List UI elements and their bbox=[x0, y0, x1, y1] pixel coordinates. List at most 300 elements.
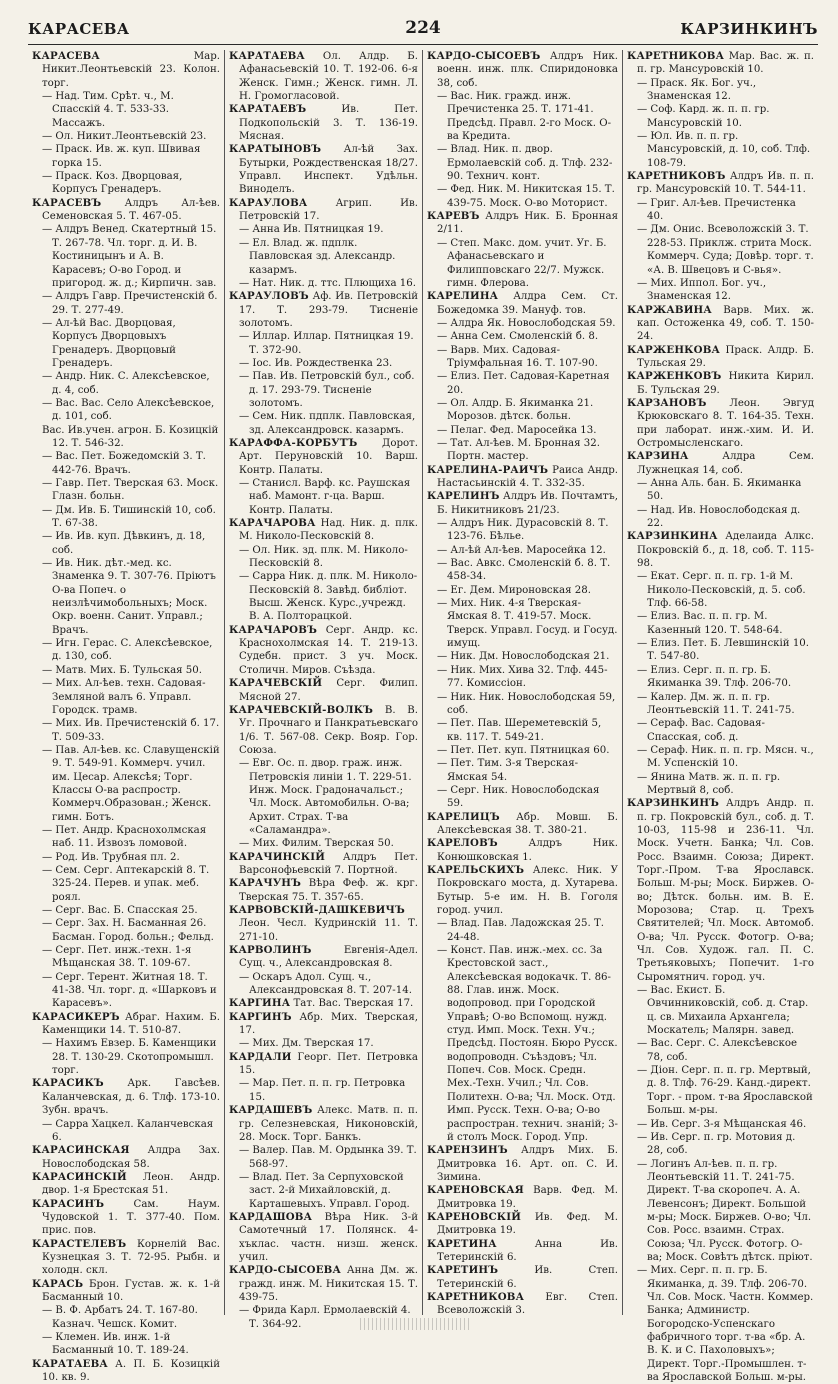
directory-sub-entry bbox=[627, 1264, 814, 1384]
directory-sub-entry bbox=[427, 597, 618, 650]
entry-text: — Пав. Ал-ѣев. кс. Славущенскій 9. Т. 549-91. Коммерч. учил. им. Цесар. Алексѣя; Торг. Классы О-ва распростр. Коммерч.Образован.; Женск. гимн. Ботъ. bbox=[42, 744, 220, 823]
entry-text: — Род. Ив. Трубная пл. 2. bbox=[42, 851, 180, 863]
directory-entry bbox=[229, 677, 418, 704]
directory-entry bbox=[627, 370, 814, 397]
entry-text: Абр. Мих. Тверская, 17. bbox=[239, 1011, 418, 1037]
entry-text: — Ол. Никит.Леонтьевскій 23. bbox=[42, 131, 207, 143]
entry-surname: КАРАСИНЪ bbox=[32, 1197, 105, 1210]
entry-text: Абраг. Нахим. Б. Каменщики 14. Т. 510-87. bbox=[42, 1011, 220, 1037]
entry-surname: КАРАСИКЪ bbox=[32, 1077, 104, 1090]
directory-sub-entry bbox=[427, 544, 618, 557]
directory-sub-entry bbox=[32, 824, 220, 851]
directory-entry bbox=[229, 517, 418, 544]
entry-text: Леон. Эвгуд Крюковскаго 8. Т. 164-35. Техн. при лаборат. инж.-хим. И. И. Остромысленскаго. bbox=[637, 397, 814, 449]
directory-sub-entry bbox=[427, 784, 618, 811]
entry-surname: КАРЗИНА bbox=[627, 450, 689, 463]
entry-text: — Соф. Кард. ж. п. п. гр. Мансуровскій 10. bbox=[637, 104, 770, 129]
directory-sub-entry bbox=[627, 223, 814, 276]
entry-text: Алдра Сем. Ст. Божедомка 39. Мануф. тов. bbox=[437, 291, 618, 316]
directory-columns bbox=[28, 50, 818, 1384]
entry-text: — Вас. Авкс. Смоленскій б. 8. Т. 458-34. bbox=[437, 558, 611, 583]
entry-text: — Пет. Пет. куп. Пятницкая 60. bbox=[437, 744, 610, 756]
directory-sub-entry bbox=[427, 650, 618, 663]
entry-surname: КАРЕТНИКОВА bbox=[627, 50, 725, 62]
directory-sub-entry bbox=[32, 1331, 220, 1358]
entry-surname: КАРЕЛИНЪ bbox=[427, 490, 500, 503]
directory-sub-entry bbox=[427, 397, 618, 424]
directory-sub-entry bbox=[627, 1158, 814, 1265]
entry-text: Алдръ Пет. Варсонофьевскій 7. Портной. bbox=[239, 851, 418, 876]
entry-surname: КАРЕЛИНА-РАИЧЪ bbox=[427, 463, 549, 476]
directory-sub-entry bbox=[427, 691, 618, 718]
entry-surname: КАРЕЛЬСКИХЪ bbox=[427, 863, 525, 876]
directory-entry bbox=[427, 1184, 618, 1211]
entry-text: — Влад. Пет. За Серпуховской заст. 2-й Михайловскій, д. Карташевыхъ. Управл. Город. bbox=[239, 1171, 410, 1210]
entry-text: Ив. Фед. М. Дмитровка 19. bbox=[437, 1211, 618, 1237]
entry-text: — В. Ф. Арбатъ 24. Т. 167-80. Казнач. Чешск. Комит. bbox=[42, 1305, 198, 1330]
directory-entry bbox=[627, 50, 814, 77]
entry-text: — Анна Ив. Пятницкая 19. bbox=[239, 224, 384, 236]
directory-sub-entry bbox=[427, 330, 618, 343]
entry-text: — Праск. Як. Бог. уч., Знаменская 12. bbox=[637, 77, 757, 103]
directory-sub-entry bbox=[427, 424, 618, 437]
entry-text: — Евг. Ос. п. двор. граж. инж. Петровскія линіи 1. Т. 229-51. Инж. Моск. Градоначальст.; Чл. Моск. Автомобильн. О-ва; Архит. Страх. Т-ва «Саламандра». bbox=[239, 758, 412, 836]
entry-surname: КАРАФФА-КОРБУТЪ bbox=[229, 436, 358, 449]
directory-entry bbox=[229, 437, 418, 477]
entry-text: — Юл. Ив. п. п. гр. Мансуровскій, д. 10, соб. Тлф. 108-79. bbox=[637, 131, 811, 169]
directory-sub-entry bbox=[427, 944, 618, 1144]
directory-sub-entry bbox=[627, 717, 814, 744]
entry-surname: КАРАЧИНСКІЙ bbox=[229, 850, 326, 863]
directory-sub-entry bbox=[627, 103, 814, 130]
directory-entry bbox=[627, 797, 814, 984]
entry-text: — Серг. Зах. Н. Басманная 26. Басман. Город. больн.; Фельд. bbox=[42, 918, 214, 943]
entry-text: Праск. Алдр. Б. Тульская 29. bbox=[637, 344, 814, 369]
directory-sub-entry bbox=[32, 677, 220, 717]
directory-sub-entry bbox=[427, 317, 618, 330]
entry-text: Алдръ Андр. п. п. гр. Покровскій бул., соб. д. Т. 10-03, 115-98 и 236-11. Чл. Моск. Учетн. Банка; Чл. Сов. Росс. Взаимн. Союза; Директ. Торг.-Пром. Т-ва Ярославск. Больш. М-ры; Моск. Биржев. О-во; Дѣтск. больн. им. В. Е. Морозова; Стар. ц. Трехъ Святителей; Чл. Моск. Автомоб. О-ва; Чл. Русск. Фотогр. О-ва; Чл. Сов. Худож. гал. П. С. Третьяковыхъ; Попечит. 1-го Сыромятнич. город. уч. bbox=[637, 798, 814, 983]
entry-text: — Діон. Серг. п. п. гр. Мертвый, д. 8. Тлф. 76-29. Канд.-директ. Торг. - пром. т-ва Ярославской Больш. м-ры. bbox=[637, 1065, 813, 1117]
entry-surname: КАРАУЛОВЪ bbox=[229, 290, 309, 303]
directory-entry bbox=[229, 904, 418, 944]
directory-sub-entry bbox=[627, 984, 814, 1037]
entry-text: — Оскаръ Адол. Сущ. ч., Александровская 8. Т. 207-14. bbox=[239, 971, 412, 997]
entry-surname: КАРАЧЕВСКІЙ bbox=[229, 677, 323, 690]
directory-sub-entry bbox=[32, 944, 220, 971]
entry-text: — Андр. Ник. С. Алексѣевское, д. 4, соб. bbox=[42, 371, 210, 396]
entry-text: — Анна Сем. Смоленскій б. 8. bbox=[437, 331, 599, 343]
directory-entry bbox=[427, 811, 618, 838]
entry-text: Дорот. Арт. Перуновскій 10. Варш. Контр. Палаты. bbox=[239, 437, 418, 476]
entry-surname: КАРГИНА bbox=[229, 997, 291, 1010]
entry-text: — Вас. Екист. Б. Овчинниковскій, соб. д. Стар. ц. св. Михаила Архангела; Москатель; Малярн. завед. bbox=[637, 985, 809, 1037]
entry-text: — Вас. Ник. гражд. инж. Пречистенка 25. Т. 171-41. Предсѣд. Правл. 2-го Моск. О-ва Кредита. bbox=[437, 91, 612, 143]
entry-text: Мар. Никит.Леонтьевскій 23. Колон. торг. bbox=[42, 51, 220, 89]
directory-sub-entry bbox=[32, 557, 220, 637]
entry-text: Корнелій Вас. Кузнецкая 3. Т. 72-95. Рыбн. и холодн. скл. bbox=[42, 1238, 220, 1277]
entry-surname: КАРЕТИНА bbox=[427, 1237, 497, 1250]
directory-entry bbox=[229, 851, 418, 878]
header-rule bbox=[28, 44, 818, 45]
directory-sub-entry bbox=[627, 477, 814, 504]
entry-text: Тат. Вас. Тверская 17. bbox=[293, 998, 414, 1010]
header-right-guide-word: КАРЗИНКИНЪ bbox=[680, 20, 818, 38]
directory-entry bbox=[627, 304, 814, 344]
directory-sub-entry bbox=[627, 197, 814, 224]
directory-entry bbox=[229, 290, 418, 330]
entry-text: Ол. Алдр. Б. Афанасьевскій 10. Т. 192-06. 6-я Женск. Гимн.; Женск. гимн. Л. Н. Громогласовой. bbox=[239, 51, 418, 103]
entry-text: — Конст. Пав. инж.-мех. сс. За Крестовской заст., Алексѣевская водокачк. Т. 86-88. Глав. инж. Моск. водопровод. при Городской Управѣ; О-во Вспомощ. нужд. студ. Имп. Моск. Техн. Уч.; Предсѣд. Постоян. Бюро Русск. водопроводн. Съѣздовъ; Чл. Попеч. Сов. Моск. Средн. Мех.-Техн. Учил.; Чл. Сов. Политехн. О-ва; Чл. Моск. Отд. Имп. Русск. Техн. О-ва; О-во распростран. технич. знаній; 3-й столъ Моск. Город. Упр. bbox=[437, 945, 619, 1143]
entry-surname: КАРЖЕНКОВЪ bbox=[627, 370, 722, 383]
directory-sub-entry bbox=[627, 664, 814, 691]
directory-entry bbox=[229, 1051, 418, 1078]
directory-entry bbox=[427, 1238, 618, 1265]
entry-text: — Ол. Алдр. Б. Якиманка 21. Морозов. дѣтск. больн. bbox=[437, 397, 594, 423]
entry-text: Агрип. Ив. Петровскій 17. bbox=[239, 197, 418, 223]
entry-text: — Валер. Пав. М. Ордынка 39. Т. 568-97. bbox=[239, 1145, 417, 1170]
entry-text: — Ал-ѣй Вас. Дворцовая, Корпусъ Дворцовыхъ Гренадеръ. Дворцовый Гренадеръ. bbox=[42, 317, 176, 369]
directory-entry bbox=[32, 1011, 220, 1038]
directory-entry bbox=[229, 877, 418, 904]
directory-entry bbox=[427, 1211, 618, 1238]
directory-entry bbox=[427, 50, 618, 90]
entry-text: — Нат. Ник. д. ттс. Плющиха 16. bbox=[239, 277, 416, 289]
entry-text: — Сераф. Вас. Садовая-Спасская, соб. д. bbox=[637, 718, 765, 743]
directory-sub-entry bbox=[32, 317, 220, 370]
entry-text: Мар. Вас. ж. п. п. гр. Мансуровскій 10. bbox=[637, 51, 815, 76]
directory-sub-entry bbox=[32, 130, 220, 143]
entry-text: — Влад. Ник. п. двор. Ермолаевскій соб. д. Тлф. 232-90. Технич. конт. bbox=[437, 144, 613, 183]
entry-text: — Калер. Дм. ж. п. п. гр. Леонтьевскій 11. Т. 241-75. bbox=[637, 691, 795, 716]
entry-text: — Елиз. Вас. п. п. гр. М. Казенный 120. Т. 548-64. bbox=[637, 611, 783, 636]
entry-surname: КАРАЧАРОВА bbox=[229, 517, 316, 530]
entry-text: Георг. Пет. Петровка 15. bbox=[239, 1051, 418, 1077]
entry-text: — Вас. Вас. Село Алексѣевское, д. 101, соб. bbox=[42, 397, 215, 423]
entry-text: Никита Кирил. Б. Тульская 29. bbox=[637, 371, 814, 396]
directory-sub-entry bbox=[229, 410, 418, 437]
directory-sub-entry bbox=[229, 1144, 418, 1171]
page-header bbox=[28, 18, 818, 44]
entry-text: — Ал-ѣй Ал-ѣев. Маросейка 12. bbox=[437, 544, 606, 556]
directory-entry bbox=[627, 344, 814, 371]
directory-entry bbox=[229, 1211, 418, 1264]
directory-sub-entry bbox=[32, 851, 220, 864]
directory-sub-entry bbox=[229, 477, 418, 517]
directory-sub-entry bbox=[627, 504, 814, 531]
entry-text: — Елиз. Пет. Садовая-Каретная 20. bbox=[437, 371, 610, 396]
entry-text: Ив. Пет. Подкопольскій 3. Т. 136-19. Мясная. bbox=[239, 104, 418, 143]
directory-entry bbox=[627, 450, 814, 477]
directory-entry bbox=[32, 197, 220, 224]
entry-text: — Пет. Тим. 3-я Тверская-Ямская 54. bbox=[437, 758, 579, 783]
directory-sub-entry bbox=[229, 570, 418, 623]
directory-entry bbox=[32, 50, 220, 90]
entry-surname: КАРДАШЕВЪ bbox=[229, 1104, 313, 1117]
entry-surname: КАРАТАЕВА bbox=[229, 50, 305, 62]
entry-text: Арк. Гавсѣев. Каланчевская, д. 6. Тлф. 173-10. Зубн. врачъ. bbox=[42, 1078, 220, 1117]
entry-text: — Ив. Серг. 3-я Мѣщанская 46. bbox=[637, 1118, 807, 1130]
directory-sub-entry bbox=[427, 917, 618, 944]
entry-text: Серг. Филип. Мясной 27. bbox=[239, 678, 418, 703]
entry-surname: КАРЗАНОВЪ bbox=[627, 396, 707, 409]
entry-text: — Тат. Ал-ѣев. М. Бронная 32. Портн. мастер. bbox=[437, 437, 600, 463]
directory-entry bbox=[229, 624, 418, 677]
entry-text: — Мих. Иппол. Бог. уч., Знаменская 12. bbox=[637, 277, 767, 303]
directory-entry bbox=[32, 1358, 220, 1384]
directory-entry bbox=[627, 397, 814, 450]
entry-text: — Матв. Мих. Б. Тульская 50. bbox=[42, 664, 203, 676]
directory-sub-entry bbox=[32, 504, 220, 531]
entry-text: — Мих. Дм. Тверская 17. bbox=[239, 1038, 374, 1050]
entry-surname: КАРАТАЕВЪ bbox=[229, 103, 307, 116]
entry-text: — Влад. Пав. Ладожская 25. Т. 24-48. bbox=[437, 918, 605, 943]
directory-entry bbox=[427, 290, 618, 317]
directory-entry bbox=[229, 1104, 418, 1144]
directory-sub-entry bbox=[229, 837, 418, 850]
entry-text: — Пет. Андр. Краснохолмская наб. 11. Извозъ ломовой. bbox=[42, 824, 207, 850]
directory-sub-entry bbox=[627, 771, 814, 798]
directory-sub-entry bbox=[627, 570, 814, 610]
entry-text: А. П. Б. Козицкій 10. кв. 9. bbox=[42, 1358, 220, 1384]
entry-surname: КАРАУЛОВА bbox=[229, 196, 308, 209]
entry-text: — Логинъ Ал-ѣев. п. п. гр. Леонтьевскій 11. Т. 241-75. Директ. Т-ва скоропеч. А. А. Левенсонъ; Директ. Большой м-ры; Моск. Биржев. О-во; Чл. Сов. Росс. взаимн. Страх. Союза; Чл. Русск. Фотогр. О-ва; Моск. Совѣтъ дѣтск. пріют. bbox=[637, 1158, 813, 1263]
directory-sub-entry bbox=[32, 397, 220, 424]
entry-surname: КАРГИНЪ bbox=[229, 1010, 292, 1023]
entry-text: — Мих. Филим. Тверская 50. bbox=[239, 838, 394, 850]
entry-surname: КАРАЧАРОВЪ bbox=[229, 623, 318, 636]
entry-text: — Гавр. Пет. Тверская 63. Моск. Глазн. больн. bbox=[42, 478, 219, 503]
entry-text: — Янина Матв. ж. п. п. гр. Мертвый 8, соб. bbox=[637, 771, 781, 796]
directory-sub-entry bbox=[627, 1037, 814, 1064]
directory-sub-entry bbox=[32, 717, 220, 744]
directory-entry bbox=[427, 837, 618, 864]
entry-text: — Над. Ив. Новослободская д. 22. bbox=[637, 504, 801, 530]
directory-entry bbox=[32, 1171, 220, 1198]
entry-surname: КАРЕТИНЪ bbox=[427, 1264, 499, 1277]
entry-text: — Дм. Ив. Б. Тишинскій 10, соб. Т. 67-38. bbox=[42, 504, 216, 530]
entry-text: — Серг. Ник. Новослободская 59. bbox=[437, 784, 600, 810]
entry-text: — Ел. Влад. ж. пдплк. Павловская зд. Александр. казармъ. bbox=[239, 237, 396, 276]
directory-sub-entry bbox=[229, 757, 418, 837]
entry-surname: КАРАЧЕВСКІЙ-ВОЛКЪ bbox=[229, 703, 374, 716]
entry-text: Брон. Густав. ж. к. 1-й Басманный 10. bbox=[42, 1278, 220, 1303]
entry-text: — Сарра Ник. д. плк. М. Николо-Песковскій 8. Завѣд. библіот. Высш. Женск. Курс.,учрежд. В. А. Полторацкой. bbox=[239, 571, 418, 623]
entry-surname: КАРЕТНИКОВА bbox=[427, 1290, 525, 1303]
entry-text: — Фрида Карл. Ермолаевскій 4. Т. 364-92. bbox=[239, 1305, 411, 1330]
entry-text: Варв. Мих. ж. кап. Остоженка 49, соб. Т. 150-24. bbox=[637, 304, 814, 343]
entry-text: Вѣра Феф. ж. крг. Тверская 75. Т. 357-65. bbox=[239, 878, 418, 903]
directory-sub-entry bbox=[32, 971, 220, 1011]
directory-sub-entry bbox=[229, 237, 418, 277]
entry-surname: КАРЕНЗИНЪ bbox=[427, 1144, 508, 1157]
entry-text: — Ив. Серг. п. гр. Мотовия д. 28, соб. bbox=[637, 1131, 796, 1157]
entry-text: Алдръ Мих. Б. Дмитровка 16. Арт. оп. С. И. Зимина. bbox=[437, 1145, 618, 1183]
entry-surname: КАРДАЛИ bbox=[229, 1050, 292, 1063]
directory-sub-entry bbox=[229, 1171, 418, 1211]
entry-text: Евг. Степ. Всеволожскій 3. bbox=[437, 1291, 618, 1317]
entry-surname: КАРЕЛИНА bbox=[427, 290, 499, 303]
entry-text: — Ник. Ник. Новослободская 59, соб. bbox=[437, 691, 616, 716]
directory-sub-entry bbox=[627, 277, 814, 304]
entry-surname: КАРЕНОВСКАЯ bbox=[427, 1184, 524, 1197]
directory-entry bbox=[32, 1238, 220, 1278]
entry-surname: КАРДО-СЫСОЕВЪ bbox=[427, 50, 541, 62]
directory-sub-entry bbox=[32, 450, 220, 477]
directory-sub-entry bbox=[32, 143, 220, 170]
entry-text: Абр. Мовш. Б. Алексѣевская 38. Т. 380-21. bbox=[437, 811, 618, 836]
directory-sub-entry bbox=[627, 77, 814, 104]
directory-sub-entry bbox=[427, 664, 618, 691]
entry-text: Алекс. Матв. п. п. гр. Селезневская, Никоновскій, 28. Моск. Торг. Банкъ. bbox=[239, 1105, 418, 1143]
directory-sub-entry bbox=[627, 130, 814, 170]
directory-sub-entry bbox=[32, 477, 220, 504]
entry-text: Ив. Степ. Тетеринскій 6. bbox=[437, 1265, 618, 1290]
entry-text: — Над. Тим. Срѣт. ч., М. Спасскій 4. Т. 533-33. Массажъ. bbox=[42, 91, 174, 129]
entry-text: — Праск. Ив. ж. куп. Швивая горка 15. bbox=[42, 144, 201, 169]
directory-sub-entry bbox=[427, 517, 618, 544]
entry-surname: КАРАСИНСКІЙ bbox=[32, 1170, 127, 1183]
entry-text: — Вас. Пет. Божедомскій 3. Т. 442-76. Врачъ. bbox=[42, 451, 206, 476]
column-2 bbox=[224, 50, 422, 1330]
entry-text: — Степ. Макс. дом. учит. Уг. Б. Афанасьевскаго и Филипповскаго 22/7. Мужск. гимн. Флерова. bbox=[437, 237, 607, 289]
entry-text: — Мих. Ал-ѣев. техн. Садовая-Земляной валъ 6. Управл. Городск. трамв. bbox=[42, 678, 206, 716]
entry-text: — Алдръ Гавр. Пречистенскій б. 29. Т. 277-49. bbox=[42, 291, 218, 316]
entry-text: Анна Ив. Тетеринскій 6. bbox=[437, 1238, 618, 1263]
directory-sub-entry bbox=[32, 223, 220, 290]
directory-entry bbox=[627, 530, 814, 570]
entry-text: — Іос. Ив. Рождественка 23. bbox=[239, 357, 393, 369]
header-left-guide-word: КАРАСЕВА bbox=[28, 20, 130, 38]
directory-entry bbox=[229, 704, 418, 757]
directory-sub-entry bbox=[32, 90, 220, 130]
directory-sub-entry bbox=[627, 637, 814, 664]
entry-text: — Дм. Онис. Всеволожскій 3. Т. 228-53. Приклж. стрита Моск. Коммерч. Суда; Довѣр. торг. т. «А. В. Швецовъ и С-вья». bbox=[637, 224, 814, 276]
entry-text: Алдръ Ив. п. п. гр. Мансуровскій 10. Т. 544-11. bbox=[637, 171, 814, 196]
directory-sub-entry bbox=[32, 370, 220, 397]
entry-text: Алдръ Ник. военн. инж. плк. Спиридоновка 38, соб. bbox=[437, 51, 618, 89]
directory-sub-entry bbox=[427, 757, 618, 784]
directory-sub-entry bbox=[427, 237, 618, 290]
directory-sub-entry bbox=[427, 437, 618, 464]
entry-text: Леон. Андр. двор. 1-я Брестская 51. bbox=[42, 1171, 220, 1197]
directory-sub-entry bbox=[427, 744, 618, 757]
entry-surname: КАРЖАВИНА bbox=[627, 303, 712, 316]
entry-text: — Ив. Ив. куп. Дѣвкинъ, д. 18, соб. bbox=[42, 531, 206, 556]
entry-surname: КАРЕЛИЦЪ bbox=[427, 810, 500, 823]
directory-sub-entry bbox=[32, 1118, 220, 1145]
entry-text: — Сарра Хацкел. Каланчевская 6. bbox=[42, 1118, 214, 1143]
directory-sub-entry bbox=[32, 864, 220, 904]
directory-sub-entry bbox=[229, 1037, 418, 1050]
entry-text: — Елиз. Пет. Б. Левшинскій 10. Т. 547-80. bbox=[637, 638, 810, 663]
entry-text: — Серг. Терент. Житная 18. Т. 41-38. Чл. торг. д. «Шарковъ и Карасевъ». bbox=[42, 971, 217, 1010]
entry-surname: КАРАСИКЕРЪ bbox=[32, 1010, 120, 1023]
entry-text: — Мих. Серг. п. п. гр. Б. Якиманка, д. 39. Тлф. 206-70. Чл. Сов. Моск. Частн. Коммер. Банка; Администр. Богородско-Успенскаго фабричного торг. т-ва «бр. А. В. К. и С. Пахоловыхъ»; Директ. Торг.-Промышлен. т-ва Ярославской Больш. м-ры. bbox=[637, 1265, 814, 1384]
directory-entry bbox=[427, 1264, 618, 1291]
directory-sub-entry bbox=[427, 717, 618, 744]
entry-text: Алдръ Ник. Б. Бронная 2/11. bbox=[437, 211, 619, 236]
directory-entry bbox=[32, 1077, 220, 1117]
entry-text: — Анна Аль. бан. Б. Якиманка 50. bbox=[637, 478, 802, 503]
entry-text: — Праск. Коз. Дворцовая, Корпусъ Гренадеръ. bbox=[42, 171, 183, 196]
entry-text: — Пелаг. Фед. Маросейка 13. bbox=[437, 424, 597, 436]
entry-text: Ал-ѣй Зах. Бутырки, Рождественская 18/27. Управл. Инспект. Удѣльн. Виноделъ. bbox=[239, 144, 418, 196]
directory-sub-entry bbox=[32, 917, 220, 944]
entry-text: Варв. Фед. М. Дмитровка 19. bbox=[437, 1185, 618, 1210]
directory-sub-entry bbox=[229, 370, 418, 410]
directory-sub-entry bbox=[427, 557, 618, 584]
entry-text: — Мих. Ив. Пречистенскій б. 17. Т. 509-33. bbox=[42, 718, 220, 743]
entry-text: — Елиз. Серг. п. п. гр. Б. Якиманка 39. Тлф. 206-70. bbox=[637, 664, 792, 690]
entry-text: Над. Ник. д. плк. М. Николо-Песковскій 8. bbox=[239, 518, 418, 543]
directory-sub-entry bbox=[32, 744, 220, 824]
entry-text: — Ив. Ник. дѣт.-мед. кс. Знаменка 9. Т. 307-76. Пріютъ О-ва Попеч. о неизлѣчимобольныхъ; Моск. Окр. военн. Санит. Управл.; Врачъ. bbox=[42, 558, 216, 636]
entry-text: — Серг. Вас. Б. Спасская 25. bbox=[42, 905, 198, 916]
entry-surname: КАРЗИНКИНА bbox=[627, 530, 718, 543]
directory-sub-entry bbox=[229, 971, 418, 998]
entry-text: — Клемен. Ив. инж. 1-й Басманный 10. Т. 189-24. bbox=[42, 1332, 189, 1357]
column-1 bbox=[28, 50, 224, 1384]
entry-text: Анна Дм. ж. гражд. инж. М. Никитская 15. Т. 439-75. bbox=[239, 1265, 418, 1303]
entry-text: Алдръ Ив. Почтамтъ, Б. Никитниковъ 21/23. bbox=[437, 491, 618, 516]
entry-surname: КАРДО-СЫСОЕВА bbox=[229, 1264, 341, 1277]
directory-sub-entry bbox=[32, 530, 220, 557]
entry-text: Евгенія-Адел. Сущ. ч., Александровская 8. bbox=[239, 945, 418, 970]
entry-text: — Иллар. Иллар. Пятницкая 19. Т. 372-90. bbox=[239, 331, 414, 356]
directory-entry bbox=[627, 170, 814, 197]
entry-surname: КАРВОЛИНЪ bbox=[229, 944, 312, 957]
directory-sub-entry bbox=[427, 344, 618, 371]
directory-sub-entry bbox=[627, 1118, 814, 1131]
entry-text: — Алдра Як. Новослободская 59. bbox=[437, 317, 616, 329]
page-number: 224 bbox=[405, 18, 441, 38]
entry-text: — Серг. Пет. инж.-техн. 1-я Мѣщанская 38. Т. 109-67. bbox=[42, 945, 192, 970]
entry-surname: КАРАЧУНЪ bbox=[229, 877, 302, 890]
print-smudge bbox=[360, 1318, 470, 1330]
directory-sub-entry bbox=[427, 584, 618, 597]
entry-surname: КАРЕНОВСКІЙ bbox=[427, 1210, 522, 1223]
entry-text: — Ег. Дем. Мироновская 28. bbox=[437, 584, 591, 596]
entry-text: Вѣра Ник. 3-й Самотечный 17. Полянск. 4-хъклас. частн. низш. женск. учил. bbox=[239, 1211, 418, 1263]
entry-surname: КАРЗИНКИНЪ bbox=[627, 797, 720, 810]
directory-entry bbox=[427, 1144, 618, 1184]
entry-text: Леон. Чесл. Кудринскій 11. Т. 271-10. bbox=[239, 918, 418, 943]
entry-text: — Пет. Пав. Шереметевскій 5, кв. 117. Т. 549-21. bbox=[437, 718, 602, 743]
directory-entry bbox=[229, 50, 418, 103]
column-4 bbox=[622, 50, 818, 1384]
entry-text: Аделаида Алкс. Покровскій б., д. 18, соб. Т. 115-98. bbox=[637, 531, 814, 570]
directory-entry bbox=[229, 944, 418, 971]
directory-sub-entry bbox=[32, 1304, 220, 1331]
entry-surname: КАРАСТЕЛЕВЪ bbox=[32, 1237, 127, 1250]
entry-text: Серг. Андр. кс. Краснохолмская 14. Т. 219-13. Судебн. прист. 3 уч. Моск. Столичн. Миров. Съѣзда. bbox=[239, 624, 418, 676]
directory-entry bbox=[229, 143, 418, 196]
entry-surname: КАРАТАЕВА bbox=[32, 1357, 108, 1370]
directory-sub-entry bbox=[229, 277, 418, 290]
entry-text: Вас. Ив.учен. агрон. Б. Козицкій 12. Т. 546-32. bbox=[42, 424, 219, 449]
entry-text: Алдра Сем. Лужнецкая 14, соб. bbox=[637, 451, 814, 476]
entry-text: — Ник. Мих. Хива 32. Тлф. 445-77. Комиссіон. bbox=[437, 664, 608, 690]
directory-sub-entry bbox=[229, 223, 418, 236]
directory-entry bbox=[427, 490, 618, 517]
directory-entry bbox=[427, 1291, 618, 1318]
directory-entry bbox=[32, 1278, 220, 1305]
directory-entry bbox=[427, 864, 618, 917]
directory-sub-entry bbox=[229, 357, 418, 370]
entry-surname: КАРАСИНСКАЯ bbox=[32, 1144, 130, 1157]
directory-sub-entry bbox=[627, 610, 814, 637]
directory-entry bbox=[229, 1011, 418, 1038]
